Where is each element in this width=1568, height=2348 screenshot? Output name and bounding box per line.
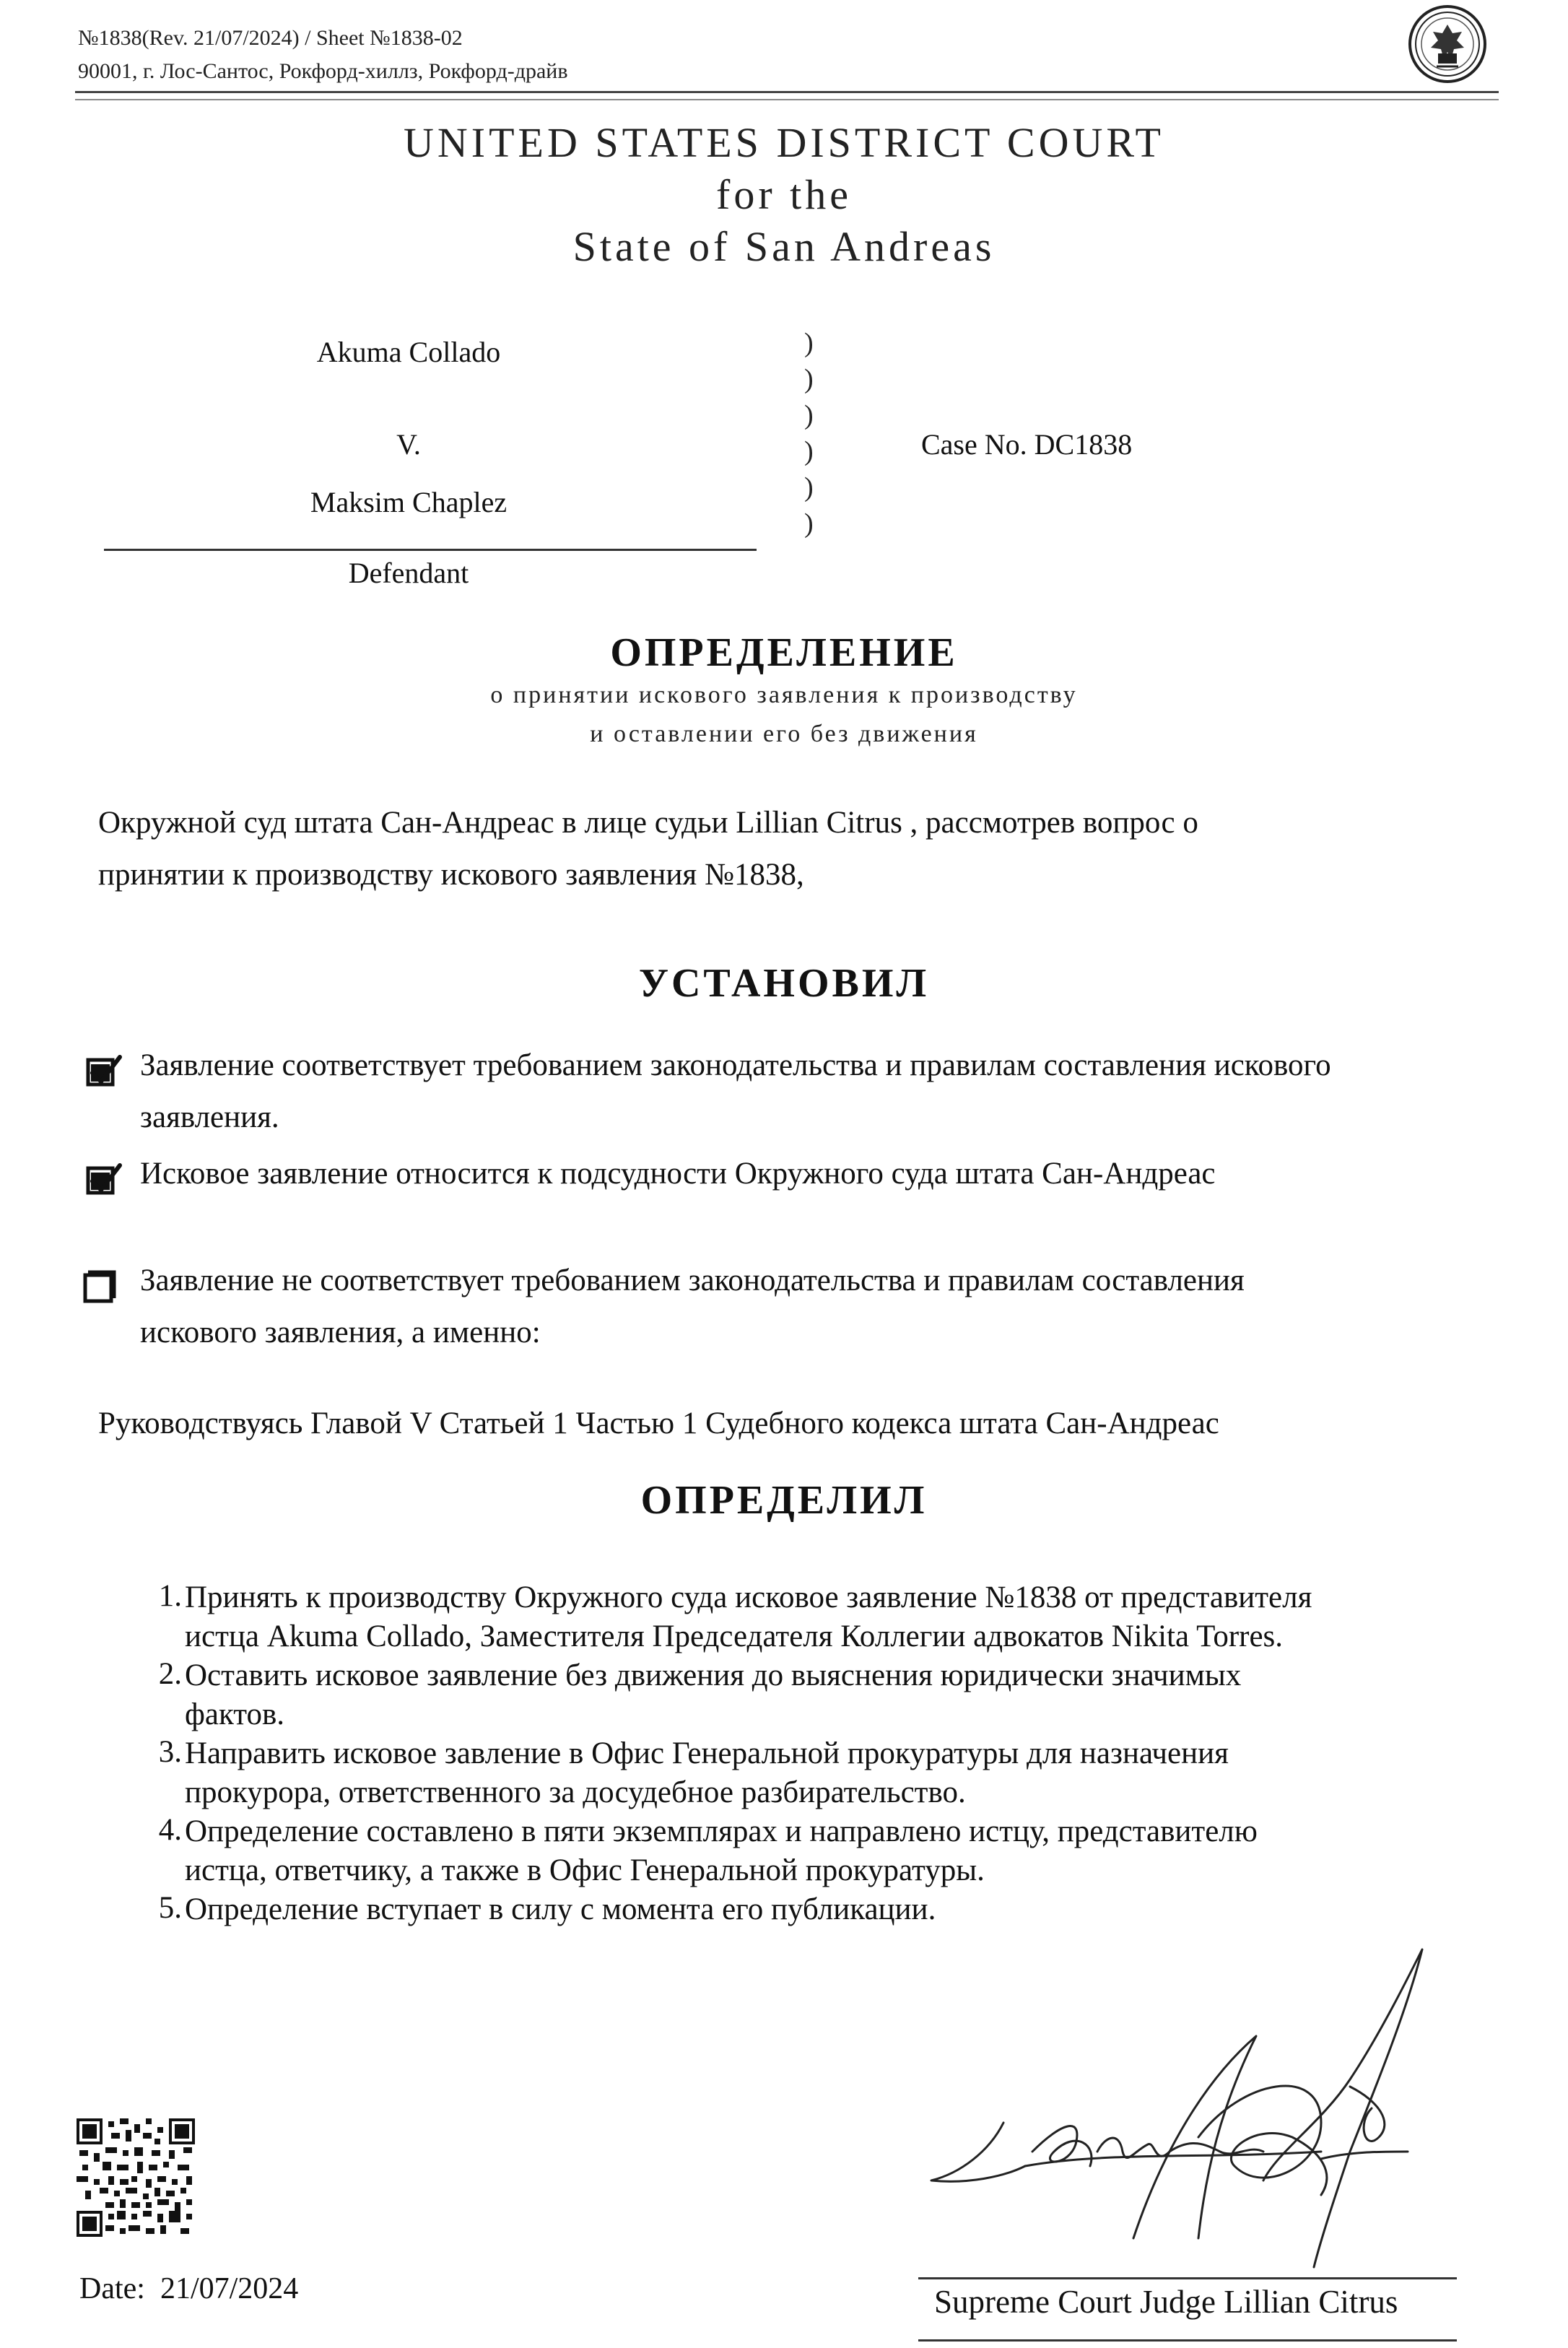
- header-rule-thin: [75, 99, 1499, 100]
- signature-rule: [918, 2277, 1457, 2279]
- court-address: 90001, г. Лос-Сантос, Рокфорд-хиллз, Рокфорд-драйв: [78, 59, 568, 83]
- decided-item-1: Принять к производству Окружного суда исковое заявление №1838 от представителя истца Akuma Collado, Заместителя Председателя Коллегии адвокатов Nikita Torres.: [185, 1580, 1312, 1653]
- court-state: State of San Andreas: [572, 223, 996, 270]
- decided-item-4: Определение составлено в пяти экземплярах и направлено истцу, представителю истца, ответчику, а также в Офис Генеральной прокуратуры.: [185, 1814, 1258, 1887]
- decided-item-5: Определение вступает в силу с момента его публикации.: [185, 1892, 936, 1926]
- versus-label: V.: [396, 428, 421, 461]
- unchecked-checkbox-icon: [81, 1268, 118, 1305]
- decided-item-2-number: 2.: [158, 1657, 182, 1691]
- decided-item-5-number: 5.: [158, 1891, 182, 1925]
- signature-rule-bottom: [918, 2339, 1457, 2342]
- case-number: Case No. DC1838: [921, 428, 1133, 461]
- defendant-name: Maksim Chaplez: [310, 486, 508, 518]
- caption-rule: [104, 549, 757, 551]
- decided-item-3: Направить исковое завление в Офис Генеральной прокуратуры для назначения прокурора, ответственного за досудебное разбирательство.: [185, 1736, 1229, 1809]
- decided-item-2: Оставить исковое заявление без движения до выяснения юридически значимых фактов.: [185, 1658, 1242, 1731]
- established-heading: УСТАНОВИЛ: [638, 961, 930, 1006]
- decided-item-3-number: 3.: [158, 1735, 182, 1769]
- judge-signature: [917, 1935, 1465, 2274]
- header-rule: [75, 91, 1499, 93]
- document-title: ОПРЕДЕЛЕНИЕ: [610, 630, 958, 675]
- qr-code-icon: [77, 2118, 195, 2237]
- intro-paragraph: Окружной суд штата Сан-Андреас в лице судьи Lillian Citrus , рассмотрев вопрос о принятии к производству искового заявления №1838,: [98, 806, 1198, 892]
- caption-parentheses: ) ) ) ) ) ): [804, 328, 814, 539]
- court-for: for the: [716, 171, 852, 218]
- document-subtitle-1: о принятии искового заявления к производству: [490, 682, 1078, 708]
- court-seal-icon: [1408, 4, 1487, 84]
- checked-checkbox-icon: [85, 1161, 123, 1199]
- court-name: UNITED STATES DISTRICT COURT: [404, 119, 1164, 166]
- checked-checkbox-icon: [85, 1053, 123, 1090]
- signer-name: Supreme Court Judge Lillian Citrus: [934, 2284, 1398, 2320]
- established-item-1: Заявление соответствует требованием законодательства и правилам составления искового заявления.: [140, 1048, 1331, 1134]
- established-item-3: Заявление не соответствует требованием законодательства и правилам составления искового заявления, а именно:: [140, 1264, 1245, 1349]
- defendant-label: Defendant: [348, 557, 469, 589]
- established-item-2: Исковое заявление относится к подсудности Окружного суда штата Сан-Андреас: [140, 1157, 1216, 1191]
- guided-by-paragraph: Руководствуясь Главой V Статьей 1 Частью 1 Судебного кодекса штата Сан-Андреас: [98, 1406, 1219, 1440]
- decided-item-4-number: 4.: [158, 1813, 182, 1847]
- document-date: Date: 21/07/2024: [79, 2272, 299, 2305]
- decided-heading: ОПРЕДЕЛИЛ: [640, 1478, 928, 1523]
- sheet-number: №1838(Rev. 21/07/2024) / Sheet №1838-02: [78, 26, 463, 50]
- plaintiff-name: Akuma Collado: [316, 336, 501, 368]
- decided-item-1-number: 1.: [158, 1579, 182, 1613]
- document-subtitle-2: и оставлении его без движения: [590, 721, 978, 747]
